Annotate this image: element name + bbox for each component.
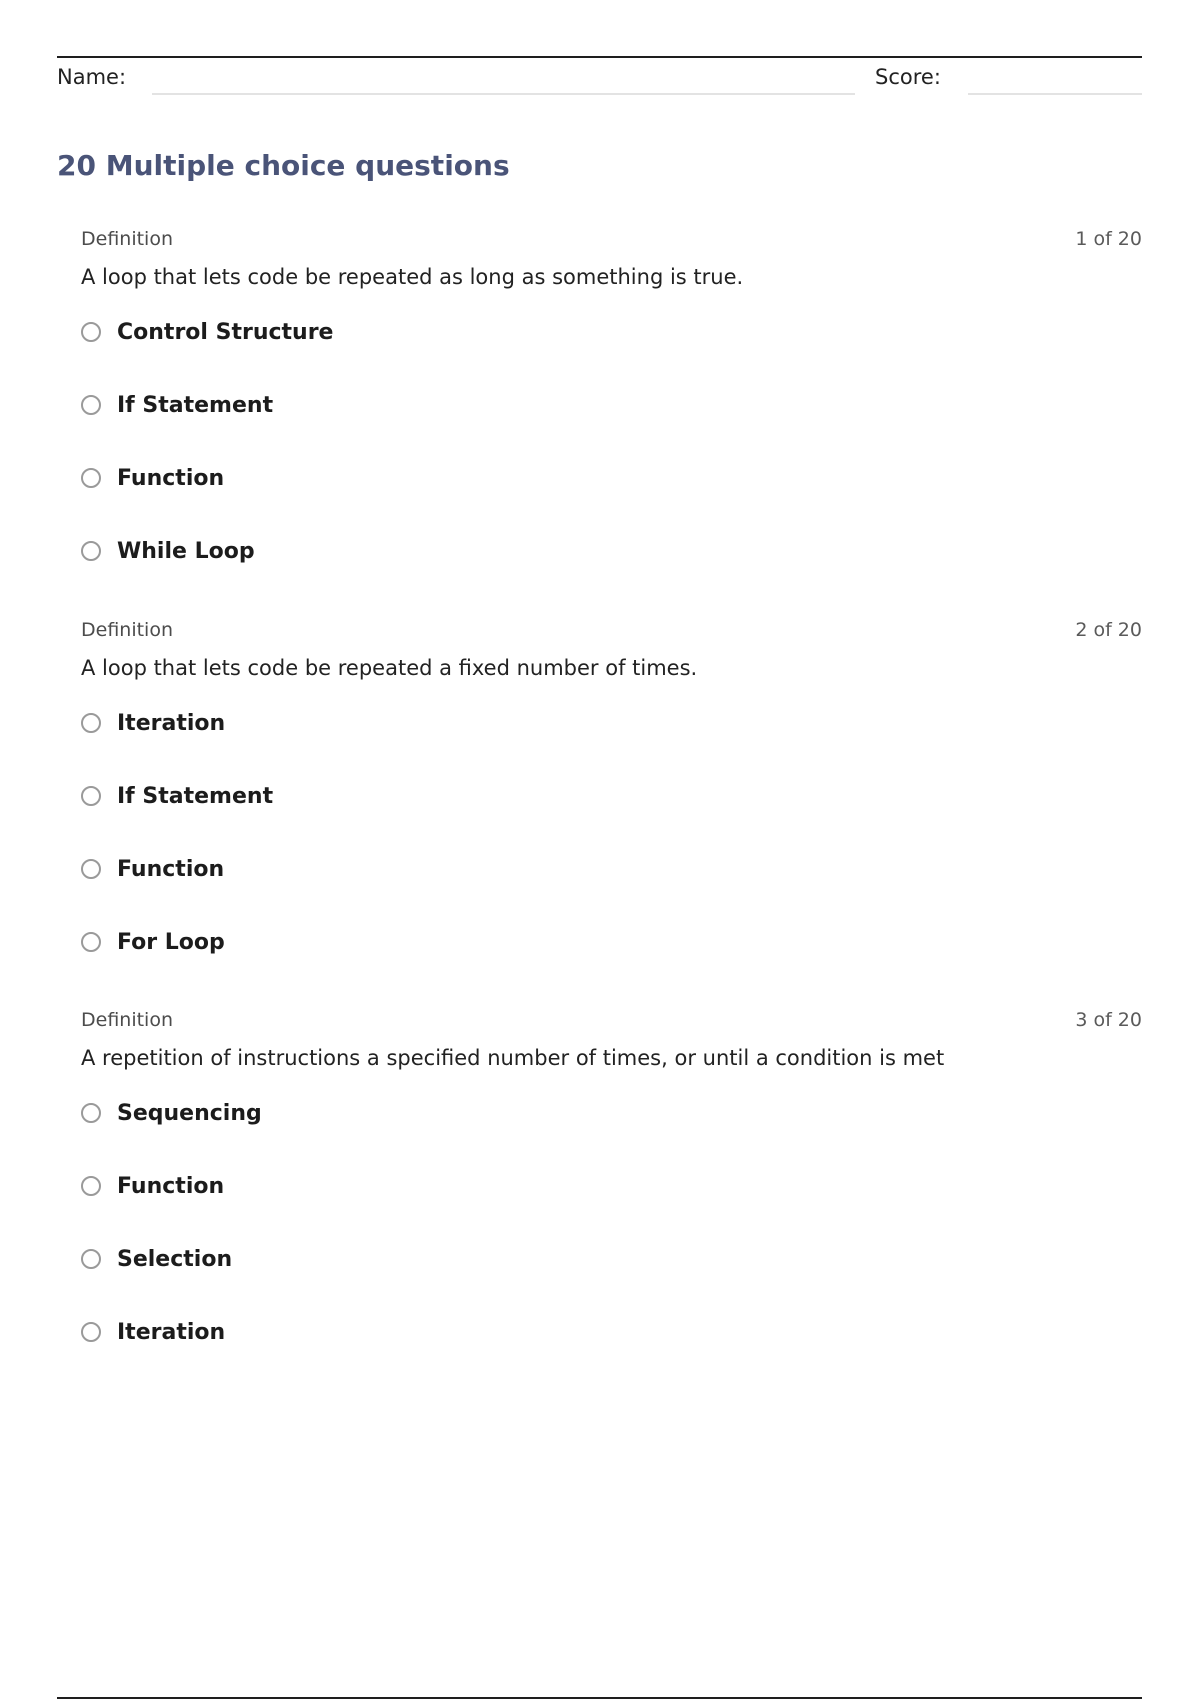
radio-button[interactable]: [81, 713, 101, 733]
score-field[interactable]: [968, 93, 1142, 95]
radio-button[interactable]: [81, 786, 101, 806]
worksheet-header: [57, 62, 1142, 98]
answer-option-label: While Loop: [117, 539, 255, 564]
question-text: A repetition of instructions a specified number of times, or until a condition is met: [81, 1046, 945, 1070]
answer-option-label: For Loop: [117, 930, 225, 955]
radio-button[interactable]: [81, 541, 101, 561]
radio-button[interactable]: [81, 395, 101, 415]
question-type-label: Definition: [81, 1009, 174, 1031]
question-type-label: Definition: [81, 619, 174, 641]
top-divider: [57, 56, 1142, 58]
answer-option-label: Function: [117, 466, 225, 491]
answer-option-label: Function: [117, 857, 225, 882]
answer-option-label: If Statement: [117, 393, 274, 418]
radio-button[interactable]: [81, 1249, 101, 1269]
question-type-label: Definition: [81, 228, 174, 250]
page-title: 20 Multiple choice questions: [57, 149, 510, 182]
answer-option-label: Iteration: [117, 711, 226, 736]
answer-option-label: If Statement: [117, 784, 274, 809]
answer-option-label: Sequencing: [117, 1101, 262, 1126]
radio-button[interactable]: [81, 322, 101, 342]
radio-button[interactable]: [81, 1322, 101, 1342]
bottom-divider: [57, 1697, 1142, 1699]
question-counter: 2 of 20: [1075, 619, 1142, 641]
question-counter: 3 of 20: [1075, 1009, 1142, 1031]
radio-button[interactable]: [81, 1103, 101, 1123]
radio-button[interactable]: [81, 1176, 101, 1196]
answer-option-label: Iteration: [117, 1320, 226, 1345]
question-text: A loop that lets code be repeated a fixed number of times.: [81, 656, 698, 680]
radio-button[interactable]: [81, 932, 101, 952]
answer-option-label: Control Structure: [117, 320, 334, 345]
name-field[interactable]: [152, 93, 855, 95]
question-text: A loop that lets code be repeated as long as something is true.: [81, 265, 744, 289]
score-label: Score:: [875, 65, 941, 89]
name-label: Name:: [57, 65, 127, 89]
answer-option-label: Function: [117, 1174, 225, 1199]
answer-option-label: Selection: [117, 1247, 233, 1272]
question-counter: 1 of 20: [1075, 228, 1142, 250]
radio-button[interactable]: [81, 859, 101, 879]
radio-button[interactable]: [81, 468, 101, 488]
